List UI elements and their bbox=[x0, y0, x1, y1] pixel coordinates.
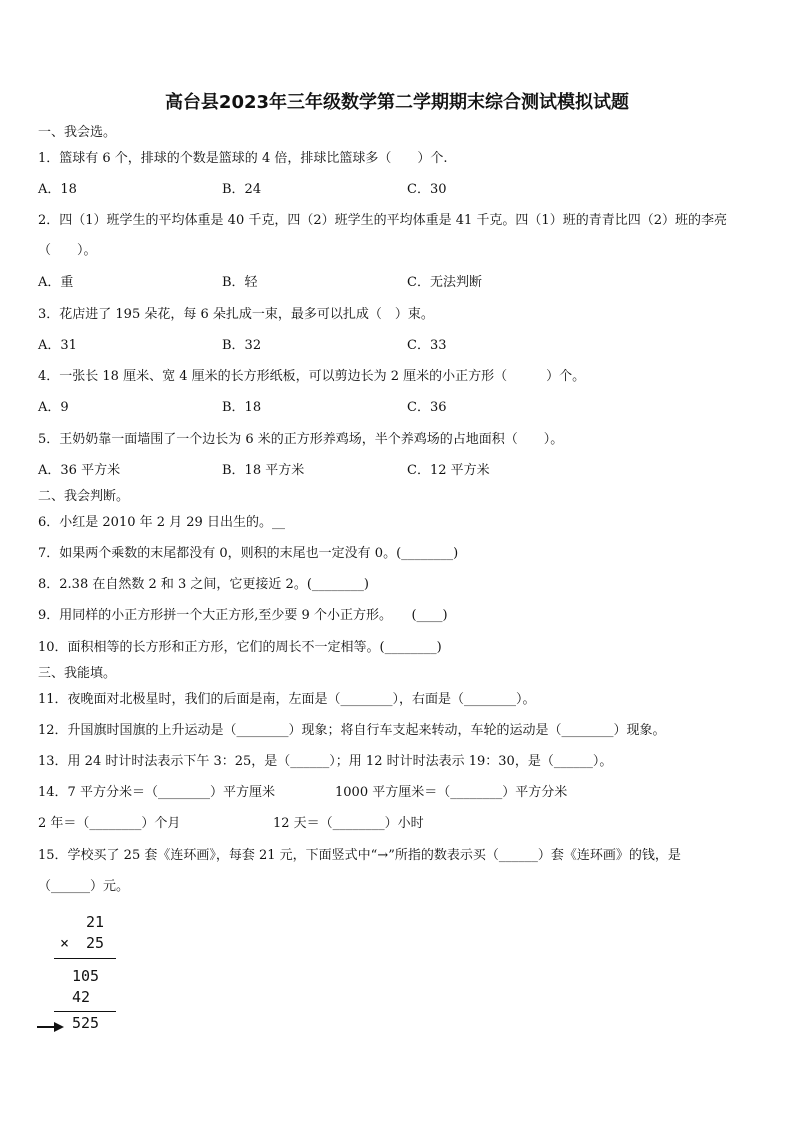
question-14-part1: 14．7 平方分米＝（________）平方厘米 bbox=[38, 785, 275, 800]
q3-option-a[interactable]: A．31 bbox=[38, 338, 77, 353]
question-2-line1: 2．四（1）班学生的平均体重是 40 千克，四（2）班学生的平均体重是 41 千克。四（1）班的青青比四（2）班的李亮 bbox=[38, 213, 727, 228]
q4-option-c[interactable]: C．36 bbox=[407, 400, 447, 415]
question-2-line2: （ ）。 bbox=[38, 243, 97, 258]
section-heading-choose: 一、我会选。 bbox=[38, 125, 117, 140]
calc-rule-1 bbox=[54, 958, 116, 959]
calc-partial-2: 42 bbox=[72, 988, 91, 1006]
question-12: 12．升国旗时国旗的上升运动是（________）现象；将自行车支起来转动，车轮的运动是（________）现象。 bbox=[38, 723, 666, 738]
question-4: 4．一张长 18 厘米、宽 4 厘米的长方形纸板，可以剪边长为 2 厘米的小正方形（ ）个。 bbox=[38, 369, 586, 384]
question-3: 3．花店进了 195 朵花，每 6 朵扎成一束，最多可以扎成（ ）束。 bbox=[38, 307, 434, 322]
calc-partial-1: 105 bbox=[72, 967, 100, 985]
q1-option-c[interactable]: C．30 bbox=[407, 182, 447, 197]
calc-result: 525 bbox=[72, 1014, 100, 1032]
question-8: 8．2.38 在自然数 2 和 3 之间，它更接近 2。(________) bbox=[38, 577, 369, 592]
q2-option-b[interactable]: B．轻 bbox=[222, 275, 258, 290]
question-6: 6．小红是 2010 年 2 月 29 日出生的。__ bbox=[38, 515, 285, 530]
question-14-part2: 1000 平方厘米＝（________）平方分米 bbox=[335, 785, 568, 800]
question-9: 9．用同样的小正方形拼一个大正方形,至少要 9 个小正方形。 (____) bbox=[38, 608, 448, 623]
arrow-icon bbox=[36, 1020, 66, 1034]
question-15-line2: （______）元。 bbox=[38, 879, 130, 894]
question-7: 7．如果两个乘数的末尾都没有 0，则积的末尾也一定没有 0。(________) bbox=[38, 546, 459, 561]
question-14-part4: 12 天＝（________）小时 bbox=[273, 816, 424, 831]
question-1: 1．篮球有 6 个，排球的个数是篮球的 4 倍，排球比篮球多（ ）个. bbox=[38, 151, 448, 166]
question-5: 5．王奶奶靠一面墙围了一个边长为 6 米的正方形养鸡场，半个养鸡场的占地面积（ ）。 bbox=[38, 432, 564, 447]
calc-multiplier: 25 bbox=[86, 934, 105, 952]
q1-option-b[interactable]: B．24 bbox=[222, 182, 262, 197]
q2-option-c[interactable]: C．无法判断 bbox=[407, 275, 482, 290]
q1-option-a[interactable]: A．18 bbox=[38, 182, 77, 197]
q3-option-c[interactable]: C．33 bbox=[407, 338, 447, 353]
q4-option-b[interactable]: B．18 bbox=[222, 400, 262, 415]
section-heading-fill: 三、我能填。 bbox=[38, 666, 117, 681]
calc-times-sign: × bbox=[60, 934, 70, 952]
q5-option-a[interactable]: A．36 平方米 bbox=[38, 463, 121, 478]
question-13: 13．用 24 时计时法表示下午 3：25，是（______）；用 12 时计时法表示 19：30，是（______）。 bbox=[38, 754, 613, 769]
question-15-line1: 15．学校买了 25 套《连环画》，每套 21 元，下面竖式中“→”所指的数表示买（______）套《连环画》的钱，是 bbox=[38, 848, 681, 863]
question-11: 11．夜晚面对北极星时，我们的后面是南，左面是（________），右面是（________）。 bbox=[38, 692, 536, 707]
page-title: 高台县2023年三年级数学第二学期期末综合测试模拟试题 bbox=[164, 92, 630, 113]
q4-option-a[interactable]: A．9 bbox=[38, 400, 69, 415]
calc-multiplicand: 21 bbox=[86, 913, 105, 931]
q5-option-b[interactable]: B．18 平方米 bbox=[222, 463, 305, 478]
q2-option-a[interactable]: A．重 bbox=[38, 275, 74, 290]
q5-option-c[interactable]: C．12 平方米 bbox=[407, 463, 490, 478]
question-14-part3: 2 年＝（________）个月 bbox=[38, 816, 181, 831]
question-10: 10．面积相等的长方形和正方形，它们的周长不一定相等。(________) bbox=[38, 640, 442, 655]
q3-option-b[interactable]: B．32 bbox=[222, 338, 262, 353]
section-heading-judge: 二、我会判断。 bbox=[38, 489, 130, 504]
calc-rule-2 bbox=[54, 1011, 116, 1012]
